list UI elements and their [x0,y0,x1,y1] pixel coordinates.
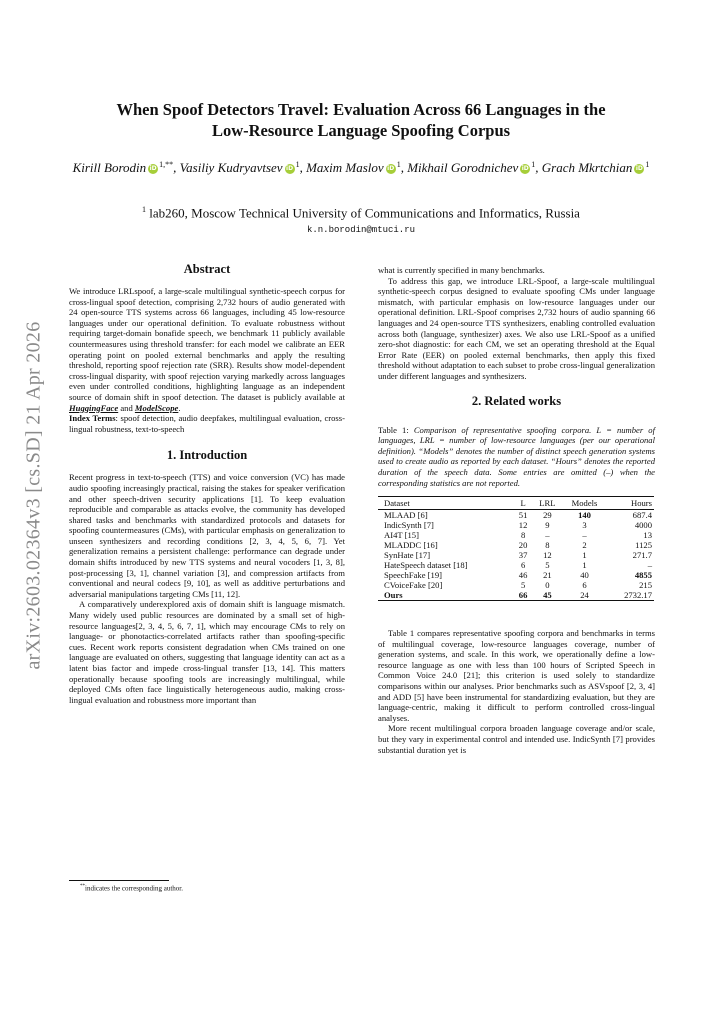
table-cell: 687.4 [632,510,652,521]
affiliation-marker: 1 [142,205,147,214]
table-cell: 1 [582,560,587,571]
author-name: Vasiliy Kudryavtsev [179,160,283,175]
table-cell: 2 [582,540,587,551]
table-row [378,590,654,601]
right-paragraph-0: what is currently specified in many benchmarks. [378,265,545,275]
table-cell: 8 [520,530,526,541]
table-cell: – [545,530,550,541]
author-affiliation-marker: 1 [396,160,401,169]
author-separator: , [400,160,408,175]
footnote-divider [69,880,169,881]
table-row [378,570,654,580]
right-paragraph-1: To address this gap, we introduce LRL-Spoof, a large-scale multilingual synthetic-speech corpus designed to evaluate spoofing CMs under language mismatch, with particular emphasis on low-resource languages under our operational definition. LRL-Spoof comprises 2,732 hours of audio spanning 66 languages and 24 open-source TTS synthesizers, enabling controlled evaluation across both (language, synthesizer) axes. We also use LRL-Spoof as a unified zero-shot diagnostic: for each CM, we set an operating threshold at the Equal Error Rate (EER) on pooled external benchmarks, then apply this fixed threshold without adaptation to each subset to probe cross-lingual generalization under different languages and synthesizers. [378,275,655,381]
table-cell: SpeechFake [19] [384,570,442,581]
table-header-cell: L [514,497,533,510]
table-caption-label: Table 1: [378,424,414,435]
orcid-icon[interactable]: iD [286,165,294,172]
contact-email[interactable]: k.n.borodin@mtuci.ru [306,225,416,235]
table-cell: MLADDC [16] [384,540,438,551]
table-cell: 37 [518,550,528,561]
arxiv-id-text: arXiv:2603.02364v3 [cs.SD] 21 Apr 2026 [22,321,45,670]
author-affiliation-marker: 1,** [159,160,174,169]
table-row [378,550,654,560]
table-header-cell: Dataset [378,497,514,510]
left-column [69,262,345,705]
right-column [378,265,655,755]
table-cell: AI4T [15] [384,530,419,541]
modelscope-link[interactable]: ModelScope [134,402,179,413]
author-name: Maxim Maslov [306,160,384,175]
introduction-heading: 1. Introduction [166,448,248,463]
table-cell: 20 [518,540,528,551]
corpora-table [378,496,654,601]
table-cell: 5 [520,580,526,591]
affiliation [60,205,662,221]
table-cell: 8 [545,540,550,551]
table-cell: – [647,560,652,571]
table-cell: 12 [543,550,552,561]
table-cell: 5 [545,560,550,571]
footnote-text: indicates the corresponding author. [85,884,183,893]
arxiv-identifier [18,300,50,700]
table-cell: 3 [582,520,587,531]
table-cell: 1125 [635,540,652,551]
abstract-heading: Abstract [183,262,231,276]
paper-title [60,99,662,141]
table-cell: MLAAD [6] [384,510,428,521]
table-cell: 1 [582,550,587,561]
index-terms [69,413,345,434]
right-paragraph-3: More recent multilingual corpora broaden language coverage and/or scale, but they vary in experimental control and intended use. IndicSynth [7] provides substantial duration yet is [378,723,655,755]
table-cell: 51 [518,510,528,521]
author-affiliation-marker: 1 [531,160,536,169]
author-name: Kirill Borodin [72,160,147,175]
affiliation-text: lab260, Moscow Technical University of Communications and Informatics, Russia [146,205,580,221]
table-cell: 271.7 [632,550,652,561]
author-affiliation-marker: 1 [295,160,300,169]
table-row [378,520,654,530]
table-cell: 4855 [634,570,652,581]
author-list [60,156,662,177]
table-header-cell: LRL [532,497,562,510]
index-terms-label: Index Terms [69,413,116,424]
table-cell: 24 [562,590,606,601]
table-row [378,540,654,550]
author-separator: , [299,160,307,175]
author-separator: , [535,160,542,175]
footnote [80,884,183,892]
table-row [378,510,654,521]
author-name: Mikhail Gorodnichev [407,160,519,175]
abstract-text: We introduce LRLspoof, a large-scale multilingual synthetic-speech corpus for cross-lingual spoof detection, comprising 2,732 hours of audio generated with 24 open-source TTS systems across 66 languages, including 45 low-resource languages under our operational definition. To evaluate robustness without requiring target-domain bonafide speech, we benchmark 11 publicly available countermeasures using threshold transfer: for each model we calibrate an EER operating point on pooled external benchmarks and apply the resulting threshold, reporting spoof rejection rate (SRR). Results show model-dependent cross-lingual disparity, with spoof rejection varying markedly across languages even under controlled conditions, highlighting language as an independent source of domain shift in spoof detection. The dataset is publicly available at [69,286,345,402]
table-cell: 9 [545,520,550,531]
table-header-cell: Hours [607,497,654,510]
author-separator: , [173,160,180,175]
index-terms-text: : spoof detection, audio deepfakes, multilingual evaluation, cross-lingual robustness, text-to-speech [69,413,345,434]
huggingface-link[interactable]: HuggingFace [69,402,119,413]
title-line-1: When Spoof Detectors Travel: Evaluation Across 66 Languages in the [116,100,606,119]
orcid-icon[interactable]: iD [521,165,529,172]
table-cell: 6 [582,580,587,591]
related-works-heading: 2. Related works [471,393,562,408]
table-caption [378,425,655,489]
table-header-cell: Models [562,497,606,510]
table-cell: IndicSynth [7] [384,520,434,531]
table-row [378,560,654,570]
table-cell: 21 [543,570,552,581]
table-cell: 215 [639,580,652,591]
table-cell: 2732.17 [607,590,654,601]
intro-paragraph-2: A comparatively underexplored axis of domain shift is language mismatch. Many widely used public resources are dominated by a small set of high-resource languages[2, 3, 4, 5, 6, 7, 1], which may encourage CMs to rely on language- or phonotactics-correlated artifacts rather than spoofing-specific cues. Recent work reports consistent degradation when CMs trained on one language are evaluated on others, suggesting that language identity can act as a latent bias factor and impede cross-lingual transfer [13, 14]. This matters operationally because spoofing tools are increasingly multilingual, while deployed CMs often face linguistically heterogeneous audio, making cross-lingual evaluation and robustness more important than [69,599,345,705]
table-header-row [378,497,654,510]
table-cell: – [582,530,587,541]
table-cell: 12 [518,520,528,531]
right-paragraph-2: Table 1 compares representative spoofing corpora and benchmarks in terms of multilingual coverage, low-resource languages coverage, number of generation systems, and scale. In this work, we operationally define a low-resource language as one with less than 100 hours of Scripted Speech in Common Voice 24.0 [21]; this criterion is used solely to standardize comparisons within our analyses. Prior benchmarks such as ASVspoof [2, 3, 4] and ADD [5] have been instrumental for standardizing evaluation, but they are language-centric, making it difficult to perform controlled cross-lingual analyses. [378,628,655,723]
table-cell: 0 [545,580,550,591]
table-cell: 140 [578,510,591,521]
table-cell: CVoiceFake [20] [384,580,443,591]
table-cell: SynHate [17] [384,550,431,561]
table-cell: 13 [643,530,652,541]
table-cell: 46 [518,570,528,581]
footnote-mark: ** [80,884,85,889]
table-cell: 45 [532,590,562,601]
author-affiliation-marker: 1 [645,160,650,169]
table-cell: 29 [543,510,552,521]
table-cell: 6 [520,560,526,571]
abstract-and: and [118,402,135,413]
table-cell: 4000 [634,520,652,531]
orcid-icon[interactable]: iD [635,165,643,172]
title-line-2: Low-Resource Language Spoofing Corpus [211,121,511,140]
orcid-icon[interactable]: iD [149,165,157,172]
table-row [378,580,654,590]
abstract-end: . [178,402,181,413]
author-name: Grach Mkrtchian [541,160,633,175]
table-cell: Ours [378,590,514,601]
table-caption-body: Comparison of representative spoofing corpora. L = number of languages, LRL = number of low-resource languages (per our operational definition). “Models” denotes the number of distinct speech generation systems used to create audio as reported by each dataset. “Hours” denotes the reported duration of the speech data. Some entries are omitted (–) when the corresponding statistics are not reported. [378,424,655,488]
orcid-icon[interactable]: iD [387,165,395,172]
abstract-body [69,286,345,413]
table-cell: 66 [514,590,533,601]
table-body [378,510,654,601]
table-cell: HateSpeech dataset [18] [384,560,468,571]
intro-paragraph-1: Recent progress in text-to-speech (TTS) and voice conversion (VC) has made audio spoofing increasingly practical, raising the stakes for speaker verification and other speech-driven security applications [1]. To keep evaluation reproducible and comparable as attacks evolve, the community has developed shared tasks and benchmarks with standardized protocols and datasets for spoofing countermeasures (CMs), with particular emphasis on generalization to unseen synthesizers and recording conditions [2, 3, 4, 5, 6, 7]. Yet generalization remains a persistent challenge: performance can degrade under domain shifts introduced by new TTS systems and neural vocoders [1, 3, 8], post-processing [3, 1], channel variation [3], and compression artifacts from conventional and neural codecs [9, 10], as well as additive perturbations and adversarial manipulations targeting CMs [11, 12]. [69,472,345,599]
table-cell: 40 [580,570,589,581]
table-row [378,530,654,540]
